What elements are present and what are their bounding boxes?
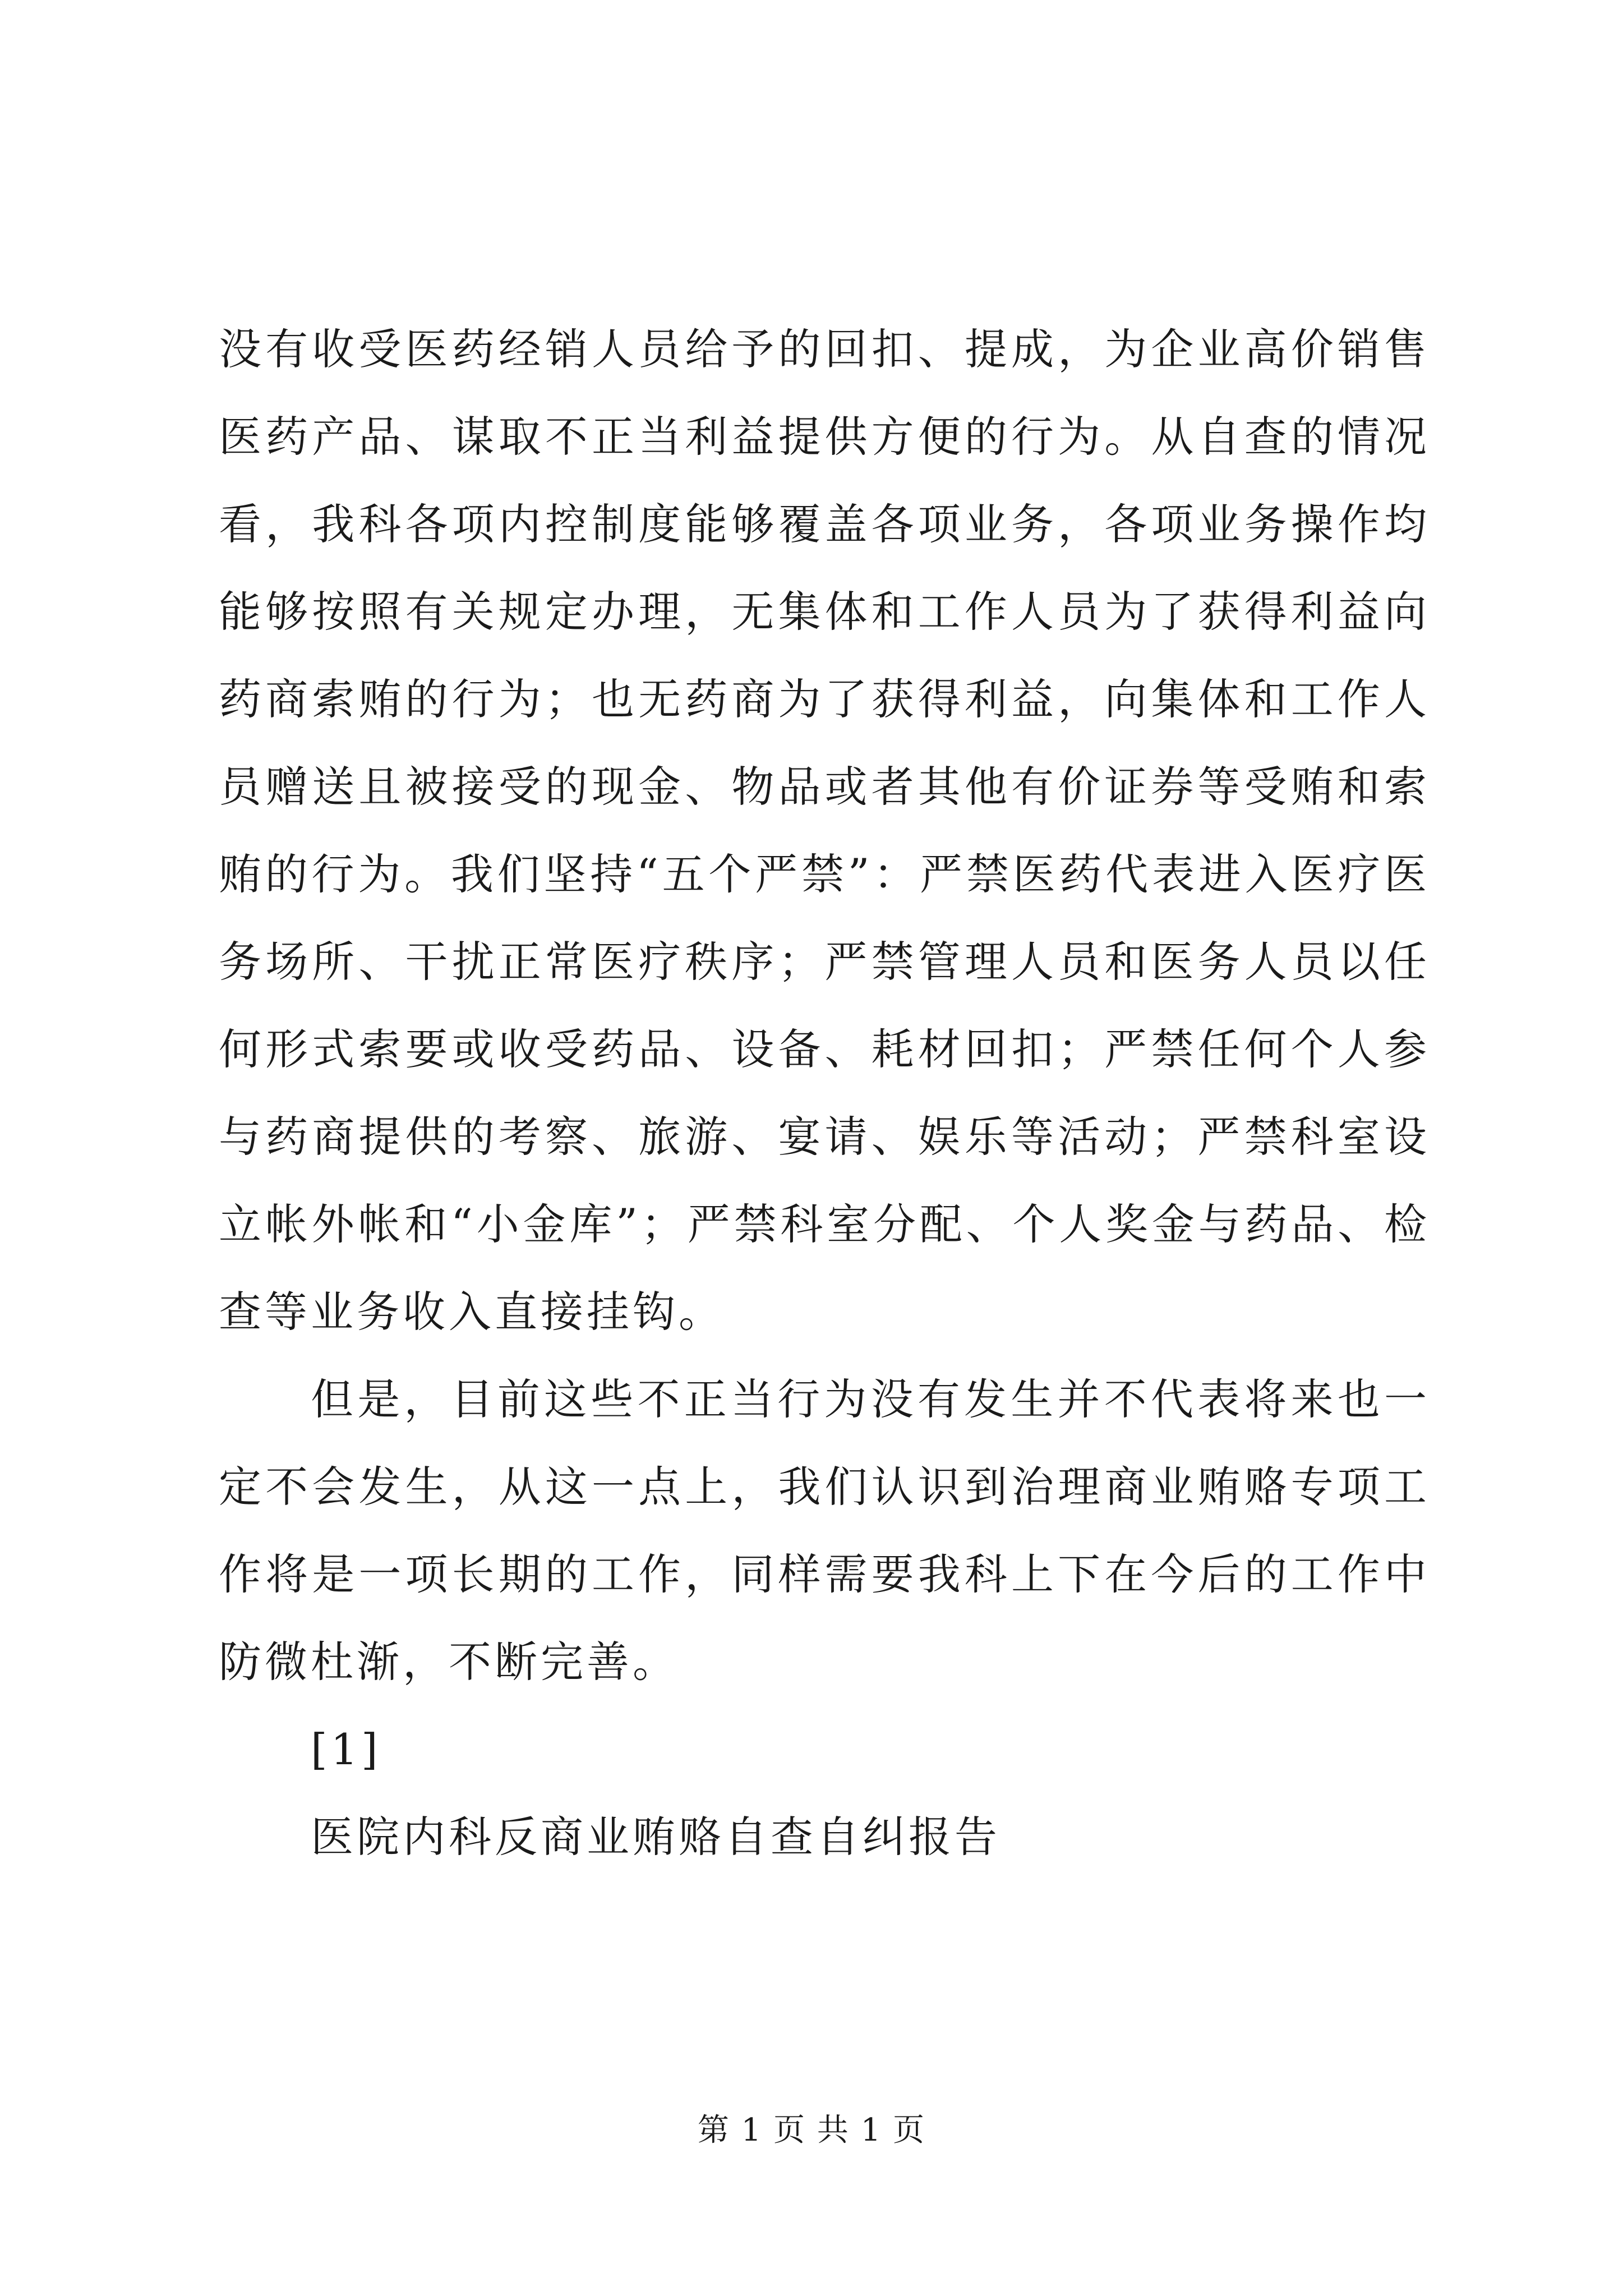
next-section-title: 医院内科反商业贿赂自查自纠报告 <box>311 1812 1000 1862</box>
body-paragraph-continued: 没有收受医药经销人员给予的回扣、提成，为企业高价销售医药产品、谋取不正当利益提供方便的行为。从自查的情况看，我科各项内控制度能够覆盖各项业务，各项业务操作均能够按照有关规定办理，无集体和工作人员为了获得利益向药商索贿的行为；也无药商为了获得利益，向集体和工作人员赠送且被接受的现金、物品或者其他有价证券等受贿和索贿的行为。我们坚持“五个严禁”：严禁医药代表进入医疗医务场所、干扰正常医疗秩序；严禁管理人员和医务人员以任何形式索要或收受药品、设备、耗材回扣；严禁任何个人参与药商提供的考察、旅游、宴请、娱乐等活动；严禁科室设立帐外帐和“小金库”；严禁科室分配、个人奖金与药品、检查等业务收入直接挂钩。 <box>219 324 1430 1337</box>
body-paragraph: 但是，目前这些不正当行为没有发生并不代表将来也一定不会发生，从这一点上，我们认识到治理商业贿赂专项工作将是一项长期的工作，同样需要我科上下在今后的工作中防微杜渐，不断完善。 <box>219 1374 1430 1687</box>
document-body <box>219 306 1430 1881</box>
reference-mark: [1] <box>311 1724 381 1774</box>
page-footer: 第 1 页 共 1 页 <box>697 2112 926 2148</box>
